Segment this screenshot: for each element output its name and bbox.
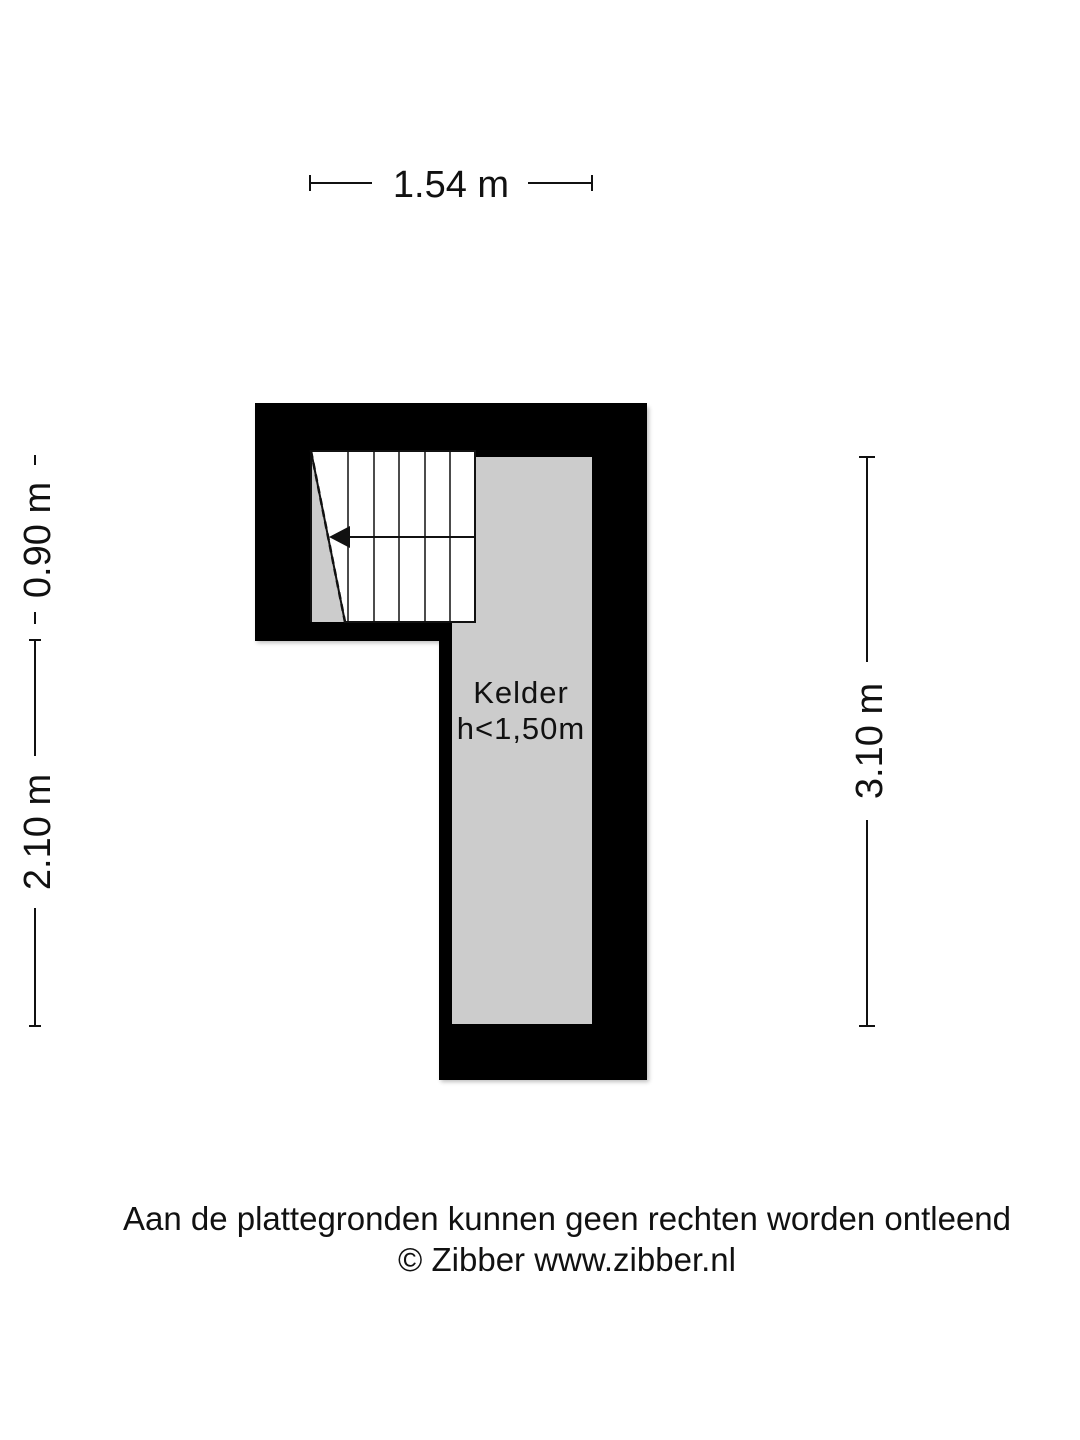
dimension-left-lower-label: 2.10 m [17,773,59,891]
footer-disclaimer: Aan de plattegronden kunnen geen rechten worden ontleend [122,1200,1012,1237]
dimension-top [310,164,592,206]
footer-copyright: © Zibber www.zibber.nl [398,1241,736,1278]
dimension-top-label: 1.54 m [392,164,510,206]
room-name: Kelder [473,675,569,710]
dimension-left [17,455,59,1026]
dimension-right-label: 3.10 m [849,682,891,800]
room-height-note: h<1,50m [456,711,586,746]
dimension-right [849,457,891,1026]
dimension-left-upper-label: 0.90 m [17,481,59,599]
